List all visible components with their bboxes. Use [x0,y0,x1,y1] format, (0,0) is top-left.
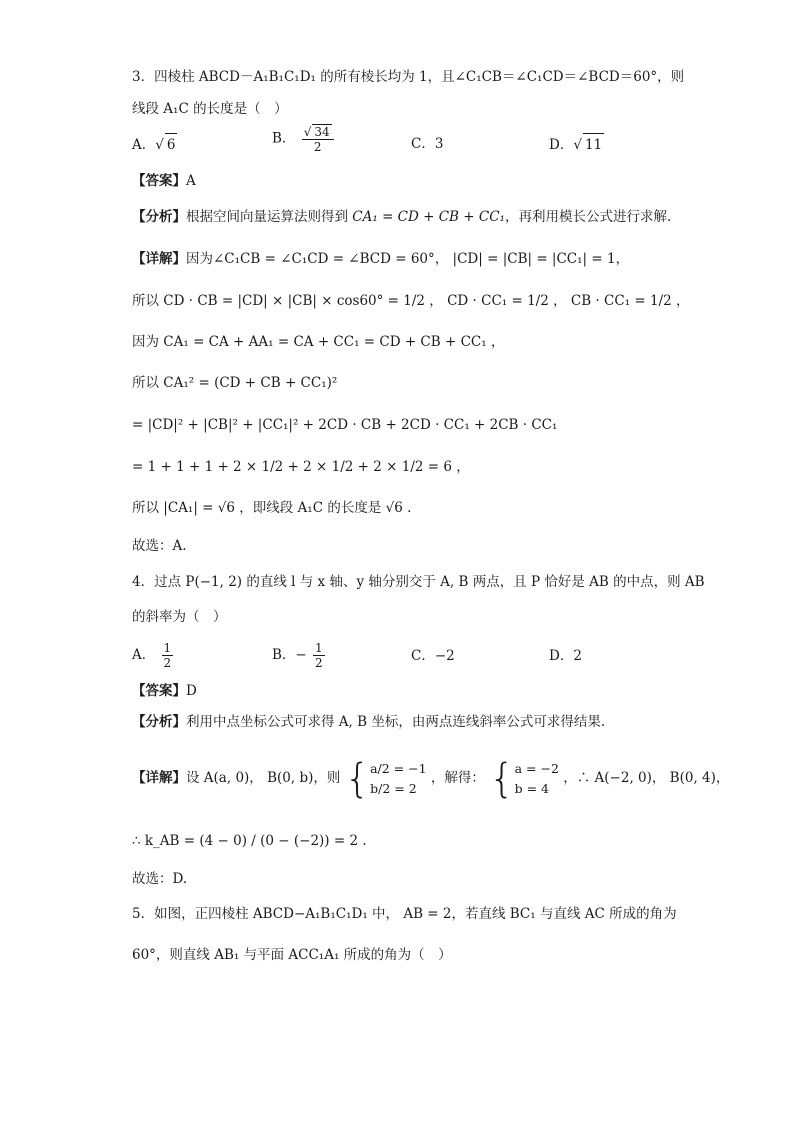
q3-option-b: B． $\frac{√ 34}{2}$ [272,124,336,154]
q3-analysis: 【分析】根据空间向量运算法则得到 CA₁ = CD + CB + CC₁，再利用模长公式进行求解. [132,209,672,225]
q3-answer: 【答案】A [132,173,196,189]
q4-system-1: { a/2 = −1 b/2 = 2 [344,755,427,802]
q4-option-a: A． $\frac{1}{2}$ [132,641,172,670]
q4-option-b: B．− $\frac{1}{2}$ [272,641,323,670]
q3-detail-line2: 所以 CD · CB = |CD| × |CB| × cos60° = 1/2 ， CD · CC₁ = 1/2 ， CB · CC₁ = 1/2 ， [132,293,690,309]
q5-stem-line2: 60°，则直线 AB₁ 与平面 ACC₁A₁ 所成的角为（ ） [132,947,452,963]
q3-detail-line1: 【详解】因为∠C₁CB = ∠C₁CD = ∠BCD = 60°， |CD| = |CB| = |CC₁| = 1， [132,251,630,267]
q3-option-a: A．√ 6 [132,133,177,156]
q3-detail-line3: 因为 CA₁ = CA + AA₁ = CA + CC₁ = CD + CB + CC₁ ， [132,334,505,350]
q3-detail-line5: = |CD|² + |CB|² + |CC₁|² + 2CD · CB + 2CD · CC₁ + 2CB · CC₁ [132,417,558,433]
q4-option-d: D．2 [549,648,582,664]
q4-stem-line1: 4．过点 P(−1, 2) 的直线 l 与 x 轴、y 轴分别交于 A, B 两点，且 P 恰好是 AB 的中点，则 AB [132,574,705,590]
q3-stem-line1: 3．四棱柱 ABCD－A₁B₁C₁D₁ 的所有棱长均为 1，且∠C₁CB＝∠C₁CD＝∠BCD＝60°，则 [132,69,685,85]
q4-choice: 故选：D. [132,871,188,887]
q4-slope: ∴ k_AB = (4 − 0) / (0 − (−2)) = 2 . [132,833,367,849]
q3-detail-line7: 所以 |CA₁| = √6 ，即线段 A₁C 的长度是 √6 . [132,500,412,516]
q3-option-d: D．√ 11 [549,133,604,156]
q3-detail-line6: = 1 + 1 + 1 + 2 × 1/2 + 2 × 1/2 + 2 × 1/2 = 6 ， [132,459,470,475]
q4-stem-line2: 的斜率为（ ） [132,609,227,625]
q3-option-c: C．3 [411,136,444,152]
q4-detail: 【详解】设 A(a, 0)， B(0, b)，则 { a/2 = −1 b/2 = 2 ，解得： { a = −2 b = 4 ，∴ A(−2, 0)， B(0, 4)， [132,755,730,802]
q4-system-2: { a = −2 b = 4 [489,755,559,802]
q4-option-c: C．−2 [411,648,455,664]
q4-answer: 【答案】D [132,683,197,699]
q3-detail-line4: 所以 CA₁² = (CD + CB + CC₁)² [132,375,338,391]
q5-stem-line1: 5．如图，正四棱柱 ABCD−A₁B₁C₁D₁ 中， AB = 2，若直线 BC₁ 与直线 AC 所成的角为 [132,906,677,922]
q3-stem-line2: 线段 A₁C 的长度是（ ） [132,101,288,117]
q4-analysis: 【分析】利用中点坐标公式可求得 A, B 坐标，由两点连线斜率公式可求得结果. [132,714,606,730]
q3-choice: 故选：A. [132,538,187,554]
